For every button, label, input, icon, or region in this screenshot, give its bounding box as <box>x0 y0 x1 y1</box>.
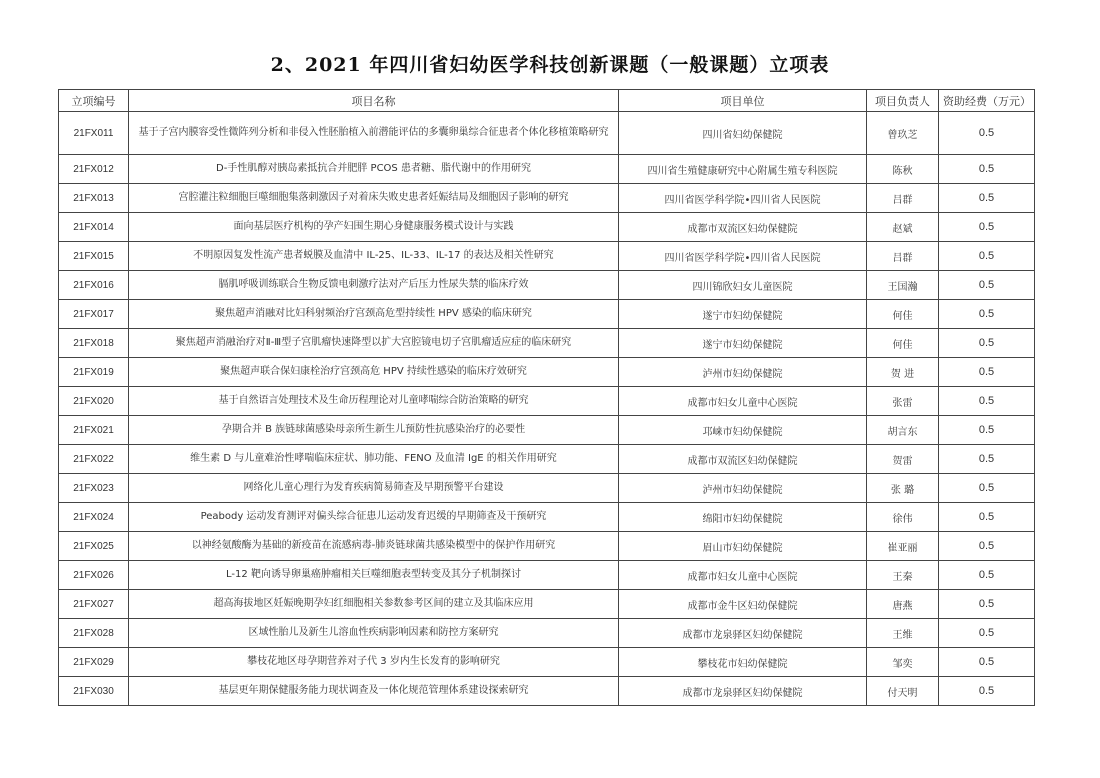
header-unit: 项目单位 <box>619 90 867 112</box>
cell-code: 21FX030 <box>59 677 129 706</box>
table-row <box>59 648 1035 677</box>
cell-project-name: 基于自然语言处理技术及生命历程理论对儿童哮喘综合防治策略的研究 <box>129 387 619 416</box>
cell-funding: 0.5 <box>939 648 1035 677</box>
document-title: 2、2021 年四川省妇幼医学科技创新课题（一般课题）立项表 <box>270 54 830 76</box>
cell-funding: 0.5 <box>939 242 1035 271</box>
cell-project-name: 维生素 D 与儿童难治性哮喘临床症状、肺功能、FENO 及血清 IgE 的相关作用研究 <box>129 445 619 474</box>
cell-code: 21FX021 <box>59 416 129 445</box>
header-funding: 资助经费（万元） <box>939 90 1035 112</box>
cell-project-name: 网络化儿童心理行为发育疾病简易筛查及早期预警平台建设 <box>129 474 619 503</box>
cell-unit: 攀枝花市妇幼保健院 <box>619 648 867 677</box>
table-row <box>59 300 1035 329</box>
cell-funding: 0.5 <box>939 561 1035 590</box>
table-row <box>59 387 1035 416</box>
cell-leader: 赵斌 <box>867 213 939 242</box>
cell-funding: 0.5 <box>939 503 1035 532</box>
table-row <box>59 474 1035 503</box>
cell-leader: 曾玖芝 <box>867 112 939 155</box>
cell-leader: 何佳 <box>867 300 939 329</box>
cell-code: 21FX018 <box>59 329 129 358</box>
cell-code: 21FX024 <box>59 503 129 532</box>
cell-project-name: 膈肌呼吸训练联合生物反馈电刺激疗法对产后压力性尿失禁的临床疗效 <box>129 271 619 300</box>
cell-leader: 付天明 <box>867 677 939 706</box>
table-row <box>59 503 1035 532</box>
table-row <box>59 329 1035 358</box>
cell-leader: 王维 <box>867 619 939 648</box>
cell-unit: 四川省医学科学院•四川省人民医院 <box>619 242 867 271</box>
cell-funding: 0.5 <box>939 445 1035 474</box>
cell-project-name: 面向基层医疗机构的孕产妇围生期心身健康服务模式设计与实践 <box>129 213 619 242</box>
cell-project-name: 以神经氨酸酶为基础的新疫苗在流感病毒-肺炎链球菌共感染模型中的保护作用研究 <box>129 532 619 561</box>
header-leader: 项目负责人 <box>867 90 939 112</box>
cell-funding: 0.5 <box>939 677 1035 706</box>
cell-unit: 绵阳市妇幼保健院 <box>619 503 867 532</box>
cell-code: 21FX026 <box>59 561 129 590</box>
cell-leader: 崔亚丽 <box>867 532 939 561</box>
cell-unit: 遂宁市妇幼保健院 <box>619 300 867 329</box>
cell-funding: 0.5 <box>939 358 1035 387</box>
cell-project-name: 聚焦超声消融治疗对Ⅱ-Ⅲ型子宫肌瘤快速降型以扩大宫腔镜电切子宫肌瘤适应症的临床研究 <box>129 329 619 358</box>
table-row <box>59 445 1035 474</box>
cell-project-name: 攀枝花地区母孕期营养对子代 3 岁内生长发育的影响研究 <box>129 648 619 677</box>
cell-funding: 0.5 <box>939 387 1035 416</box>
cell-leader: 胡言东 <box>867 416 939 445</box>
table-header-row <box>59 90 1035 112</box>
cell-unit: 遂宁市妇幼保健院 <box>619 329 867 358</box>
cell-project-name: 超高海拔地区妊娠晚期孕妇红细胞相关参数参考区间的建立及其临床应用 <box>129 590 619 619</box>
table-row <box>59 590 1035 619</box>
cell-unit: 泸州市妇幼保健院 <box>619 474 867 503</box>
cell-unit: 泸州市妇幼保健院 <box>619 358 867 387</box>
header-project-name: 项目名称 <box>129 90 619 112</box>
cell-code: 21FX015 <box>59 242 129 271</box>
cell-funding: 0.5 <box>939 329 1035 358</box>
cell-leader: 张雷 <box>867 387 939 416</box>
table-row <box>59 112 1035 155</box>
cell-project-name: 宫腔灌注粒细胞巨噬细胞集落刺激因子对着床失败史患者妊娠结局及细胞因子影响的研究 <box>129 184 619 213</box>
table-body <box>59 112 1035 706</box>
cell-leader: 王国瀚 <box>867 271 939 300</box>
cell-funding: 0.5 <box>939 474 1035 503</box>
cell-leader: 唐燕 <box>867 590 939 619</box>
table-row <box>59 619 1035 648</box>
cell-unit: 四川锦欣妇女儿童医院 <box>619 271 867 300</box>
cell-project-name: 基于子宫内膜容受性微阵列分析和非侵入性胚胎植入前潜能评估的多囊卵巢综合征患者个体化移植策略研究 <box>129 112 619 155</box>
cell-code: 21FX025 <box>59 532 129 561</box>
cell-funding: 0.5 <box>939 213 1035 242</box>
table-row <box>59 358 1035 387</box>
cell-funding: 0.5 <box>939 300 1035 329</box>
cell-project-name: Peabody 运动发育测评对偏头综合征患儿运动发育迟缓的早期筛查及干预研究 <box>129 503 619 532</box>
cell-code: 21FX016 <box>59 271 129 300</box>
table-row <box>59 677 1035 706</box>
cell-project-name: 不明原因复发性流产患者蜕膜及血清中 IL-25、IL-33、IL-17 的表达及相关性研究 <box>129 242 619 271</box>
cell-funding: 0.5 <box>939 112 1035 155</box>
cell-leader: 何佳 <box>867 329 939 358</box>
cell-leader: 陈秋 <box>867 155 939 184</box>
cell-leader: 吕群 <box>867 242 939 271</box>
cell-funding: 0.5 <box>939 184 1035 213</box>
cell-project-name: 孕期合并 B 族链球菌感染母亲所生新生儿预防性抗感染治疗的必要性 <box>129 416 619 445</box>
table-row <box>59 155 1035 184</box>
cell-funding: 0.5 <box>939 590 1035 619</box>
cell-project-name: D-手性肌醇对胰岛素抵抗合并肥胖 PCOS 患者糖、脂代谢中的作用研究 <box>129 155 619 184</box>
cell-leader: 贺雷 <box>867 445 939 474</box>
cell-unit: 成都市双流区妇幼保健院 <box>619 445 867 474</box>
cell-funding: 0.5 <box>939 532 1035 561</box>
cell-project-name: L-12 靶向诱导卵巢癌肿瘤相关巨噬细胞表型转变及其分子机制探讨 <box>129 561 619 590</box>
cell-unit: 成都市龙泉驿区妇幼保健院 <box>619 619 867 648</box>
cell-code: 21FX012 <box>59 155 129 184</box>
cell-unit: 四川省妇幼保健院 <box>619 112 867 155</box>
cell-unit: 眉山市妇幼保健院 <box>619 532 867 561</box>
cell-unit: 成都市双流区妇幼保健院 <box>619 213 867 242</box>
table-row <box>59 242 1035 271</box>
cell-funding: 0.5 <box>939 416 1035 445</box>
cell-unit: 邛崃市妇幼保健院 <box>619 416 867 445</box>
cell-code: 21FX023 <box>59 474 129 503</box>
cell-leader: 徐伟 <box>867 503 939 532</box>
header-code: 立项编号 <box>59 90 129 112</box>
cell-funding: 0.5 <box>939 619 1035 648</box>
cell-project-name: 聚焦超声联合保妇康栓治疗宫颈高危 HPV 持续性感染的临床疗效研究 <box>129 358 619 387</box>
cell-project-name: 区域性胎儿及新生儿溶血性疾病影响因素和防控方案研究 <box>129 619 619 648</box>
table-row <box>59 213 1035 242</box>
cell-project-name: 基层更年期保健服务能力现状调查及一体化规范管理体系建设探索研究 <box>129 677 619 706</box>
cell-leader: 吕群 <box>867 184 939 213</box>
table-row <box>59 184 1035 213</box>
table-row <box>59 532 1035 561</box>
cell-leader: 邹奕 <box>867 648 939 677</box>
table-row <box>59 561 1035 590</box>
table-row <box>59 271 1035 300</box>
cell-unit: 成都市金牛区妇幼保健院 <box>619 590 867 619</box>
cell-funding: 0.5 <box>939 155 1035 184</box>
cell-code: 21FX029 <box>59 648 129 677</box>
cell-project-name: 聚焦超声消融对比妇科射频治疗宫颈高危型持续性 HPV 感染的临床研究 <box>129 300 619 329</box>
cell-leader: 王秦 <box>867 561 939 590</box>
cell-leader: 张 璐 <box>867 474 939 503</box>
cell-unit: 四川省生殖健康研究中心附属生殖专科医院 <box>619 155 867 184</box>
cell-code: 21FX011 <box>59 112 129 155</box>
cell-code: 21FX020 <box>59 387 129 416</box>
cell-unit: 成都市妇女儿童中心医院 <box>619 387 867 416</box>
cell-leader: 贺 进 <box>867 358 939 387</box>
cell-unit: 成都市妇女儿童中心医院 <box>619 561 867 590</box>
cell-code: 21FX028 <box>59 619 129 648</box>
cell-code: 21FX022 <box>59 445 129 474</box>
cell-unit: 成都市龙泉驿区妇幼保健院 <box>619 677 867 706</box>
cell-code: 21FX017 <box>59 300 129 329</box>
cell-unit: 四川省医学科学院•四川省人民医院 <box>619 184 867 213</box>
cell-code: 21FX014 <box>59 213 129 242</box>
cell-code: 21FX019 <box>59 358 129 387</box>
cell-code: 21FX013 <box>59 184 129 213</box>
cell-code: 21FX027 <box>59 590 129 619</box>
table-row <box>59 416 1035 445</box>
project-table <box>58 89 1035 706</box>
cell-funding: 0.5 <box>939 271 1035 300</box>
